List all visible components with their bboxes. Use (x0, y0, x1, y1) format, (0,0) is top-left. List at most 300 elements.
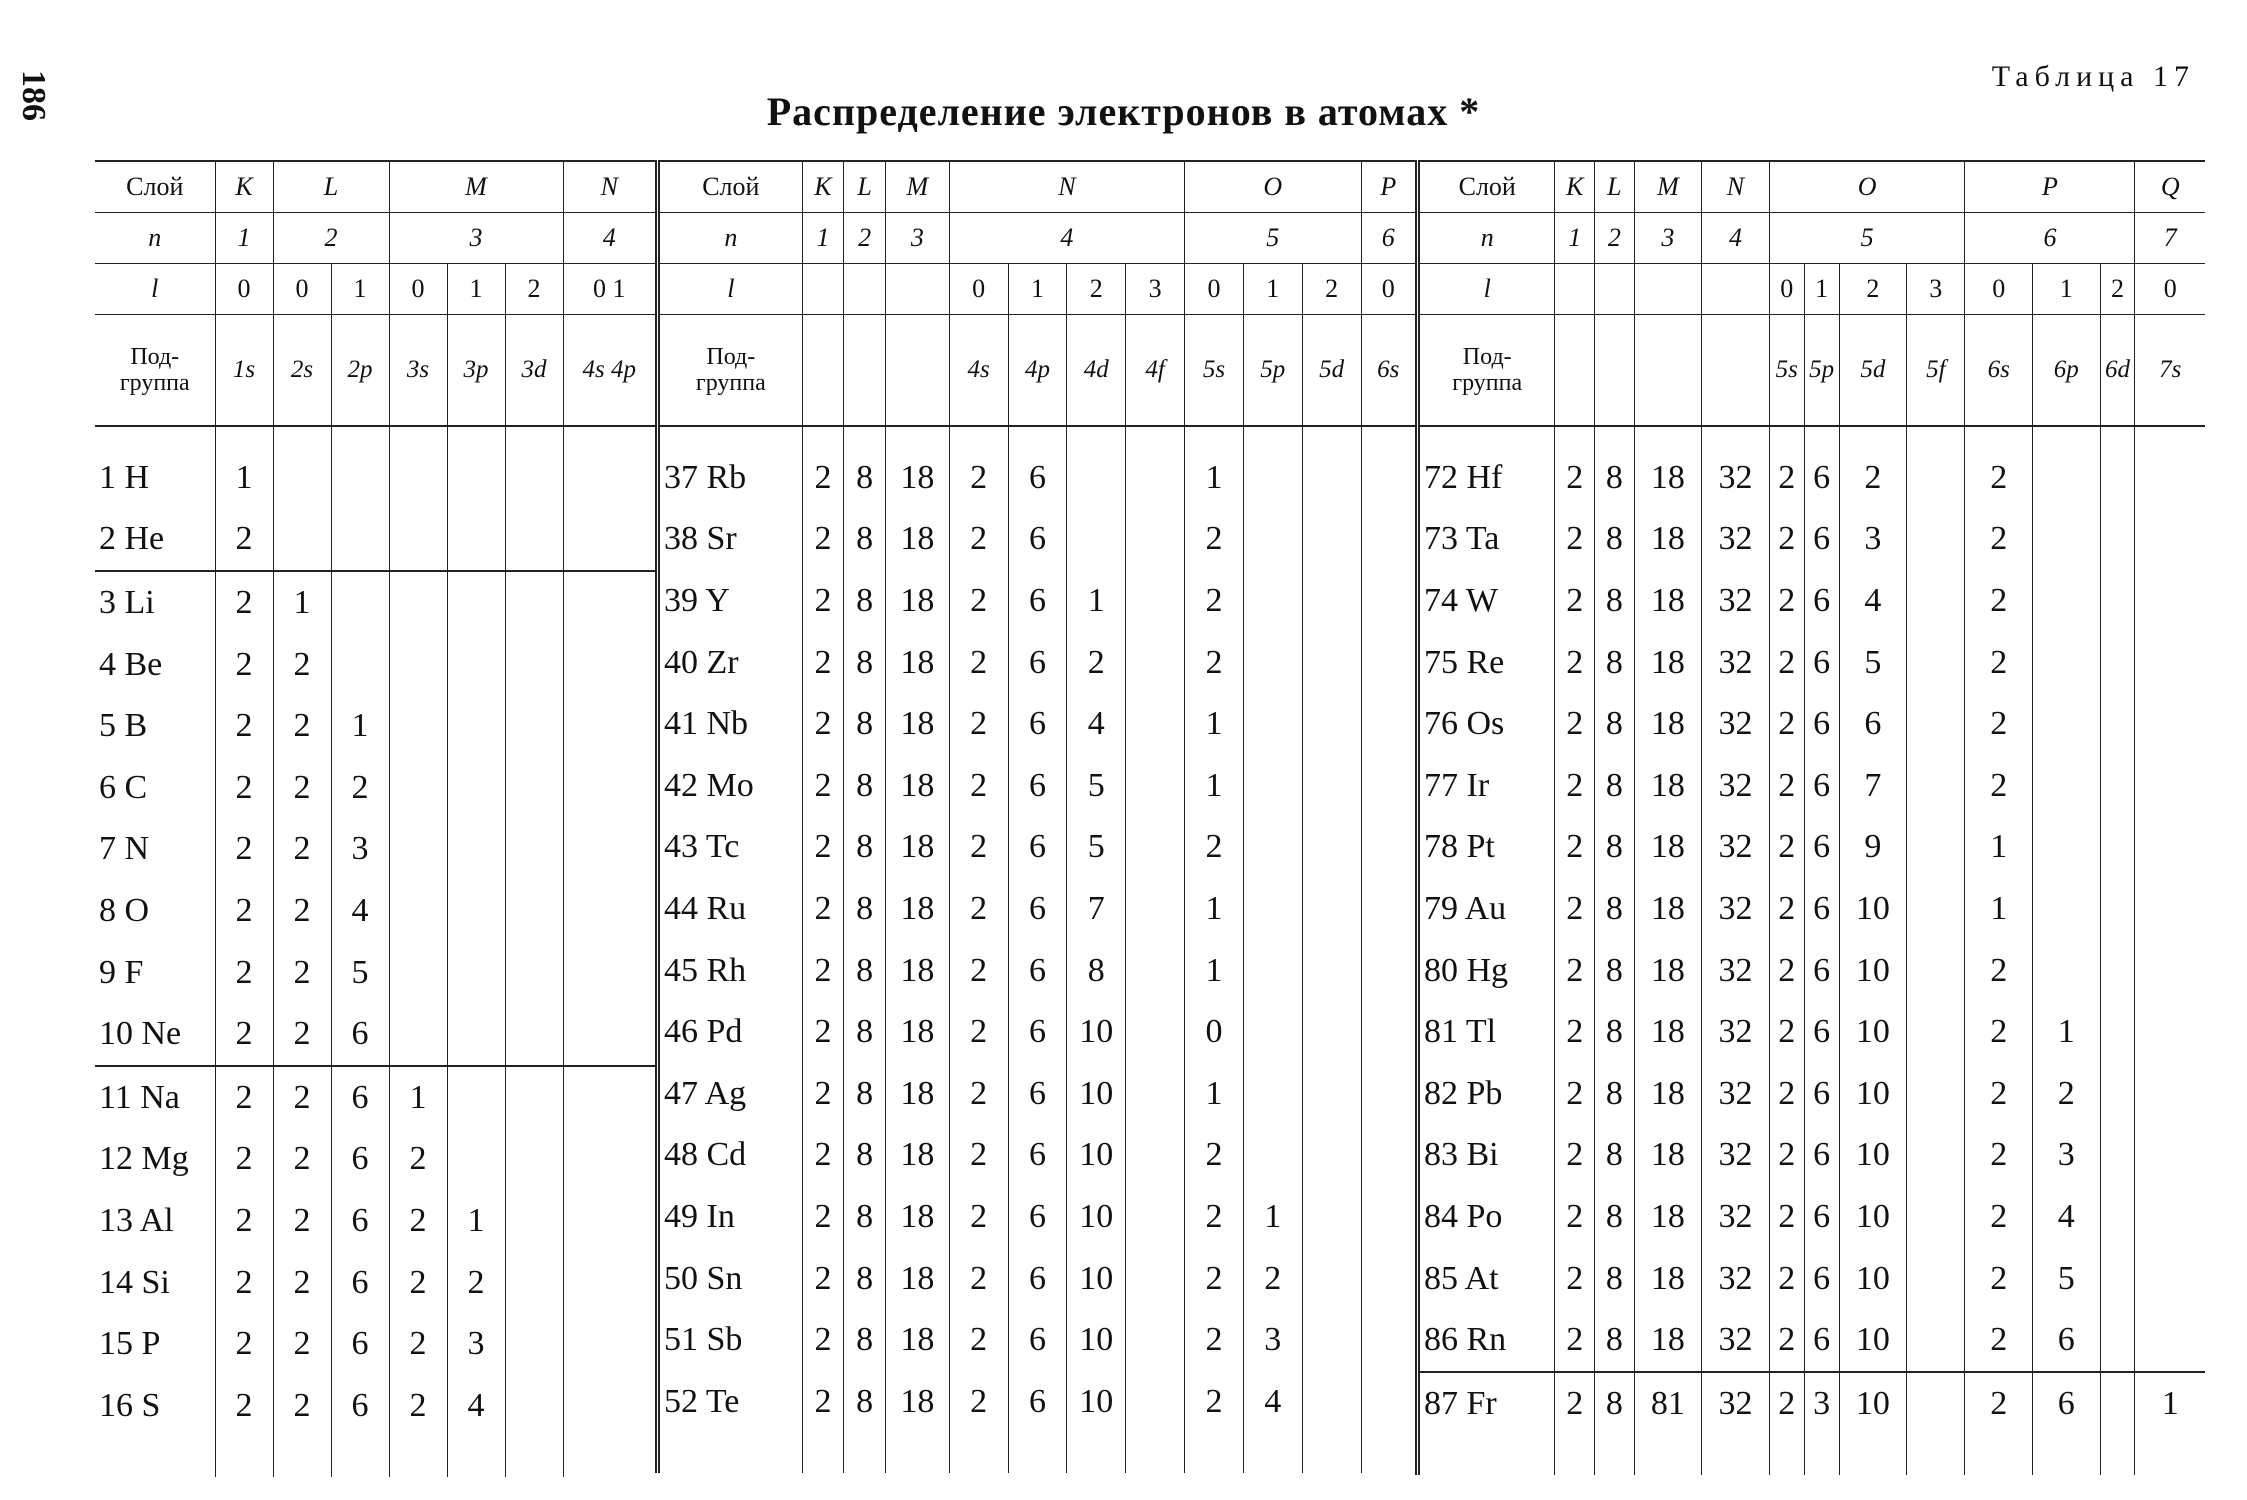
electron-count (2032, 755, 2100, 817)
electron-count: 2 (1185, 1125, 1244, 1187)
electron-count: 8 (844, 570, 886, 632)
table-row (1418, 940, 2206, 1002)
electron-count: 8 (1595, 1248, 1635, 1310)
table-row (658, 940, 1416, 1002)
electron-count: 2 (273, 1066, 331, 1129)
subgroup: 5d (1839, 315, 1907, 427)
electron-count (2100, 1186, 2135, 1248)
left-body (95, 447, 655, 1437)
electron-count: 2 (949, 878, 1008, 940)
electron-count (1907, 693, 1965, 755)
layer-o: O (1185, 161, 1361, 213)
l-value: 0 (1769, 264, 1804, 315)
electron-count: 6 (1008, 1309, 1067, 1371)
electron-count (2135, 1248, 2205, 1310)
element-name: 37 Rb (658, 447, 803, 509)
electron-distribution-tables (95, 160, 2205, 1490)
electron-count: 2 (215, 1313, 273, 1375)
electron-count: 2 (215, 942, 273, 1004)
l-value: 2 (2100, 264, 2135, 315)
electron-count (2100, 632, 2135, 694)
n-label: n (95, 213, 215, 264)
electron-count: 18 (885, 447, 949, 509)
element-name: 38 Sr (658, 509, 803, 571)
page-title: Распределение электронов в атомах * (766, 89, 1481, 134)
electron-count: 2 (1965, 1063, 2033, 1125)
electron-count (1302, 1309, 1361, 1371)
electron-count: 2 (1185, 1186, 1244, 1248)
element-name: 46 Pd (658, 1001, 803, 1063)
electron-count (1907, 1063, 1965, 1125)
electron-count: 6 (331, 1190, 389, 1252)
table-row (658, 755, 1416, 817)
electron-count (1907, 878, 1965, 940)
table-row (95, 447, 655, 509)
electron-count (2100, 693, 2135, 755)
electron-count: 32 (1702, 1309, 1770, 1372)
l-value: 1 (1008, 264, 1067, 315)
electron-count (563, 819, 655, 881)
electron-count: 10 (1839, 940, 1907, 1002)
electron-count: 2 (1555, 1186, 1595, 1248)
electron-count: 2 (802, 632, 844, 694)
table-block-right (1415, 160, 2205, 1475)
table-row (95, 880, 655, 942)
electron-count (563, 509, 655, 572)
electron-count: 6 (1008, 632, 1067, 694)
electron-count (1907, 1248, 1965, 1310)
electron-count: 2 (2032, 1063, 2100, 1125)
electron-count: 8 (844, 632, 886, 694)
electron-count: 2 (1769, 509, 1804, 571)
electron-count: 18 (1634, 878, 1702, 940)
element-name: 86 Rn (1418, 1309, 1555, 1372)
electron-count: 1 (1185, 693, 1244, 755)
electron-count: 4 (331, 880, 389, 942)
l-value: 2 (1067, 264, 1126, 315)
electron-count (2100, 878, 2135, 940)
electron-count: 2 (1769, 570, 1804, 632)
layer-o: O (1769, 161, 1965, 213)
table-row (1418, 693, 2206, 755)
electron-count (1126, 570, 1185, 632)
electron-count (389, 942, 447, 1004)
electron-count (505, 942, 563, 1004)
element-name: 82 Pb (1418, 1063, 1555, 1125)
l-value (844, 264, 886, 315)
electron-count: 32 (1702, 509, 1770, 571)
table-row (658, 817, 1416, 879)
electron-count (505, 571, 563, 634)
element-name: 81 Tl (1418, 1001, 1555, 1063)
electron-count: 18 (1634, 1125, 1702, 1187)
electron-count (505, 1066, 563, 1129)
n-value: 6 (1361, 213, 1415, 264)
electron-count: 2 (1769, 1372, 1804, 1435)
electron-count (2135, 447, 2205, 509)
element-name: 42 Mo (658, 755, 803, 817)
table-row (1418, 1001, 2206, 1063)
electron-count (331, 509, 389, 572)
electron-count (563, 757, 655, 819)
layer-p: P (1361, 161, 1415, 213)
subgroup-header-row (658, 315, 1416, 427)
electron-count (389, 757, 447, 819)
electron-count (1361, 1125, 1415, 1187)
electron-count (2135, 632, 2205, 694)
electron-count: 8 (1595, 1186, 1635, 1248)
electron-count: 2 (949, 693, 1008, 755)
electron-count (1907, 632, 1965, 694)
electron-count: 32 (1702, 817, 1770, 879)
electron-count: 2 (215, 819, 273, 881)
electron-count: 2 (389, 1375, 447, 1437)
electron-count: 10 (1067, 1371, 1126, 1433)
element-name: 39 Y (658, 570, 803, 632)
l-value (1702, 264, 1770, 315)
electron-count: 2 (1769, 1186, 1804, 1248)
electron-count: 2 (389, 1252, 447, 1314)
table-row (658, 1309, 1416, 1371)
electron-count (1126, 1125, 1185, 1187)
electron-count (1126, 1063, 1185, 1125)
electron-count: 18 (1634, 817, 1702, 879)
electron-count (563, 571, 655, 634)
electron-count (2135, 1186, 2205, 1248)
electron-count (1302, 817, 1361, 879)
element-name: 40 Zr (658, 632, 803, 694)
electron-count (447, 942, 505, 1004)
subgroup: 5f (1907, 315, 1965, 427)
electron-count (1126, 878, 1185, 940)
electron-count (1361, 878, 1415, 940)
electron-count: 7 (1839, 755, 1907, 817)
electron-count: 9 (1839, 817, 1907, 879)
n-value: 6 (1965, 213, 2135, 264)
l-value: 3 (1907, 264, 1965, 315)
electron-count: 2 (1965, 755, 2033, 817)
electron-count: 32 (1702, 632, 1770, 694)
layer-n: N (1702, 161, 1770, 213)
electron-count: 2 (1555, 755, 1595, 817)
electron-count (2135, 509, 2205, 571)
electron-count: 32 (1702, 1372, 1770, 1435)
electron-count: 2 (273, 1003, 331, 1066)
subgroup: 2s (273, 315, 331, 427)
electron-count (563, 447, 655, 509)
electron-count: 2 (1769, 1063, 1804, 1125)
electron-count: 8 (844, 1125, 886, 1187)
l-value: 0 1 (563, 264, 655, 315)
right-body (1418, 447, 2206, 1435)
electron-count: 32 (1702, 693, 1770, 755)
electron-count: 2 (1965, 1309, 2033, 1372)
electron-count (1302, 1186, 1361, 1248)
element-name: 87 Fr (1418, 1372, 1555, 1435)
electron-count: 2 (1769, 755, 1804, 817)
electron-count: 6 (1839, 693, 1907, 755)
l-label: l (658, 264, 803, 315)
electron-count: 6 (331, 1066, 389, 1129)
electron-count: 3 (447, 1313, 505, 1375)
electron-count: 2 (1839, 447, 1907, 509)
electron-count (389, 509, 447, 572)
electron-count: 18 (885, 1125, 949, 1187)
table-row (658, 509, 1416, 571)
electron-count: 2 (1769, 632, 1804, 694)
element-name: 7 N (99, 830, 150, 868)
table-row (1418, 1186, 2206, 1248)
element-name: 73 Ta (1418, 509, 1555, 571)
l-value: 0 (215, 264, 273, 315)
electron-count: 18 (885, 878, 949, 940)
table-row (1418, 1063, 2206, 1125)
element-name: 12 Mg (99, 1140, 189, 1178)
table-row (95, 757, 655, 819)
electron-count (1126, 1248, 1185, 1310)
element-name: 48 Cd (658, 1125, 803, 1187)
electron-count: 6 (1804, 509, 1839, 571)
electron-count (2100, 940, 2135, 1002)
electron-count: 10 (1067, 1063, 1126, 1125)
electron-count: 2 (1555, 1248, 1595, 1310)
electron-count (2100, 570, 2135, 632)
electron-count: 2 (802, 878, 844, 940)
electron-count: 1 (1965, 817, 2033, 879)
element-name: 5 B (99, 707, 148, 745)
electron-count (1361, 570, 1415, 632)
electron-count: 2 (1965, 1001, 2033, 1063)
electron-count: 6 (1804, 755, 1839, 817)
table-row (658, 447, 1416, 509)
electron-count: 2 (273, 1375, 331, 1437)
electron-count: 2 (1185, 570, 1244, 632)
electron-count (1361, 1248, 1415, 1310)
electron-count (2135, 817, 2205, 879)
electron-count: 8 (1595, 1309, 1635, 1372)
electron-count: 10 (1067, 1186, 1126, 1248)
electron-count: 2 (949, 1371, 1008, 1433)
subgroup-label: Под- группа (1418, 315, 1555, 427)
electron-count: 6 (1008, 817, 1067, 879)
electron-count (1302, 1063, 1361, 1125)
electron-count: 2 (215, 1190, 273, 1252)
table-row (658, 1001, 1416, 1063)
electron-count: 8 (1595, 693, 1635, 755)
table-row (95, 1252, 655, 1314)
element-name: 15 P (99, 1325, 161, 1363)
electron-count: 2 (1243, 1248, 1302, 1310)
layer-label: Слой (95, 161, 215, 213)
l-value: 0 (2135, 264, 2205, 315)
electron-count: 6 (1008, 878, 1067, 940)
element-name: 51 Sb (658, 1309, 803, 1371)
electron-count: 2 (1555, 1309, 1595, 1372)
electron-count: 8 (1595, 817, 1635, 879)
electron-count (273, 509, 331, 572)
electron-count: 18 (885, 693, 949, 755)
electron-count: 8 (1595, 1001, 1635, 1063)
electron-count: 4 (1067, 693, 1126, 755)
subgroup: 6s (1361, 315, 1415, 427)
electron-count: 2 (1185, 509, 1244, 571)
table-row (1418, 1125, 2206, 1187)
electron-count: 5 (1839, 632, 1907, 694)
electron-count: 2 (802, 817, 844, 879)
electron-count: 2 (1185, 632, 1244, 694)
electron-count: 18 (1634, 632, 1702, 694)
middle-body (658, 447, 1416, 1433)
electron-count (447, 1129, 505, 1191)
electron-count: 18 (1634, 1309, 1702, 1372)
l-value: 1 (331, 264, 389, 315)
l-value: 0 (1185, 264, 1244, 315)
l-value: 2 (1302, 264, 1361, 315)
electron-count (1907, 509, 1965, 571)
layer-k: K (215, 161, 273, 213)
electron-count: 6 (1008, 509, 1067, 571)
element-name: 47 Ag (658, 1063, 803, 1125)
subgroup: 3d (505, 315, 563, 427)
layer-label: Слой (658, 161, 803, 213)
table-row (95, 509, 655, 572)
electron-count (447, 819, 505, 881)
electron-count (389, 447, 447, 509)
layer-l: L (844, 161, 886, 213)
electron-count: 3 (2032, 1125, 2100, 1187)
electron-count (1361, 632, 1415, 694)
electron-count (1243, 1001, 1302, 1063)
electron-count: 2 (215, 571, 273, 634)
element-name: 44 Ru (658, 878, 803, 940)
electron-count: 2 (949, 570, 1008, 632)
electron-count: 2 (1965, 1125, 2033, 1187)
electron-count: 2 (1185, 1248, 1244, 1310)
electron-count (1243, 570, 1302, 632)
electron-count (1907, 940, 1965, 1002)
electron-count: 6 (1804, 570, 1839, 632)
n-value: 3 (885, 213, 949, 264)
electron-count: 6 (1008, 447, 1067, 509)
layer-l: L (1595, 161, 1635, 213)
electron-count: 18 (1634, 447, 1702, 509)
electron-count: 2 (1185, 817, 1244, 879)
electron-count (1243, 878, 1302, 940)
electron-count: 6 (1804, 693, 1839, 755)
electron-count: 2 (1555, 878, 1595, 940)
electron-count: 6 (2032, 1372, 2100, 1435)
electron-count: 2 (1555, 940, 1595, 1002)
element-name: 4 Be (99, 645, 163, 683)
l-header-row (1418, 264, 2206, 315)
electron-count (1361, 1001, 1415, 1063)
table-row (95, 1003, 655, 1066)
electron-count: 2 (273, 819, 331, 881)
electron-count: 18 (885, 940, 949, 1002)
electron-count (1302, 632, 1361, 694)
electron-count (1243, 940, 1302, 1002)
electron-count (1302, 940, 1361, 1002)
electron-count: 8 (844, 447, 886, 509)
electron-count (1361, 940, 1415, 1002)
electron-count (1126, 817, 1185, 879)
electron-count (2032, 509, 2100, 571)
electron-count (2100, 1248, 2135, 1310)
electron-count (505, 447, 563, 509)
electron-count (1067, 509, 1126, 571)
electron-count: 10 (1839, 1125, 1907, 1187)
electron-count: 18 (885, 1248, 949, 1310)
electron-count: 18 (885, 570, 949, 632)
l-value: 0 (949, 264, 1008, 315)
electron-count (1302, 693, 1361, 755)
electron-count (563, 634, 655, 696)
table-row (95, 1190, 655, 1252)
table-row (1418, 817, 2206, 879)
layer-n: N (949, 161, 1184, 213)
electron-count (563, 942, 655, 1004)
electron-count: 4 (2032, 1186, 2100, 1248)
n-value: 1 (1555, 213, 1595, 264)
electron-count (447, 880, 505, 942)
table-row (95, 695, 655, 757)
table-row (1418, 1372, 2206, 1435)
electron-count: 2 (1965, 632, 2033, 694)
electron-count: 2 (273, 880, 331, 942)
electron-count (1302, 447, 1361, 509)
element-name: 75 Re (1418, 632, 1555, 694)
table-row (95, 1375, 655, 1437)
electron-count: 6 (1008, 570, 1067, 632)
subgroup: 5p (1243, 315, 1302, 427)
electron-count: 2 (215, 1375, 273, 1437)
electron-count (1361, 1063, 1415, 1125)
electron-count (505, 1003, 563, 1066)
electron-count: 6 (1008, 1125, 1067, 1187)
electron-count: 2 (1555, 693, 1595, 755)
electron-count (2135, 1001, 2205, 1063)
electron-count: 8 (844, 1001, 886, 1063)
electron-count: 10 (1067, 1001, 1126, 1063)
element-name: 77 Ir (1418, 755, 1555, 817)
table-row (95, 571, 655, 634)
electron-count: 8 (1595, 1125, 1635, 1187)
layer-n: N (563, 161, 655, 213)
electron-count: 2 (949, 1248, 1008, 1310)
electron-count (2135, 1309, 2205, 1372)
electron-count (1361, 755, 1415, 817)
electron-count: 18 (885, 1186, 949, 1248)
table-row (95, 1129, 655, 1191)
electron-count: 2 (389, 1313, 447, 1375)
table-row (658, 1186, 1416, 1248)
electron-count: 10 (1067, 1309, 1126, 1371)
table-row (95, 1313, 655, 1375)
electron-count (1361, 509, 1415, 571)
electron-count: 6 (1804, 1125, 1839, 1187)
electron-count: 2 (1555, 1063, 1595, 1125)
electron-count: 2 (215, 695, 273, 757)
electron-count: 2 (802, 1248, 844, 1310)
electron-count: 8 (844, 1063, 886, 1125)
electron-count: 2 (1769, 1248, 1804, 1310)
electron-count: 8 (1595, 447, 1635, 509)
electron-count: 18 (1634, 509, 1702, 571)
electron-count: 2 (1769, 693, 1804, 755)
subgroup: 4d (1067, 315, 1126, 427)
table-row (95, 634, 655, 696)
electron-count (1126, 1371, 1185, 1433)
